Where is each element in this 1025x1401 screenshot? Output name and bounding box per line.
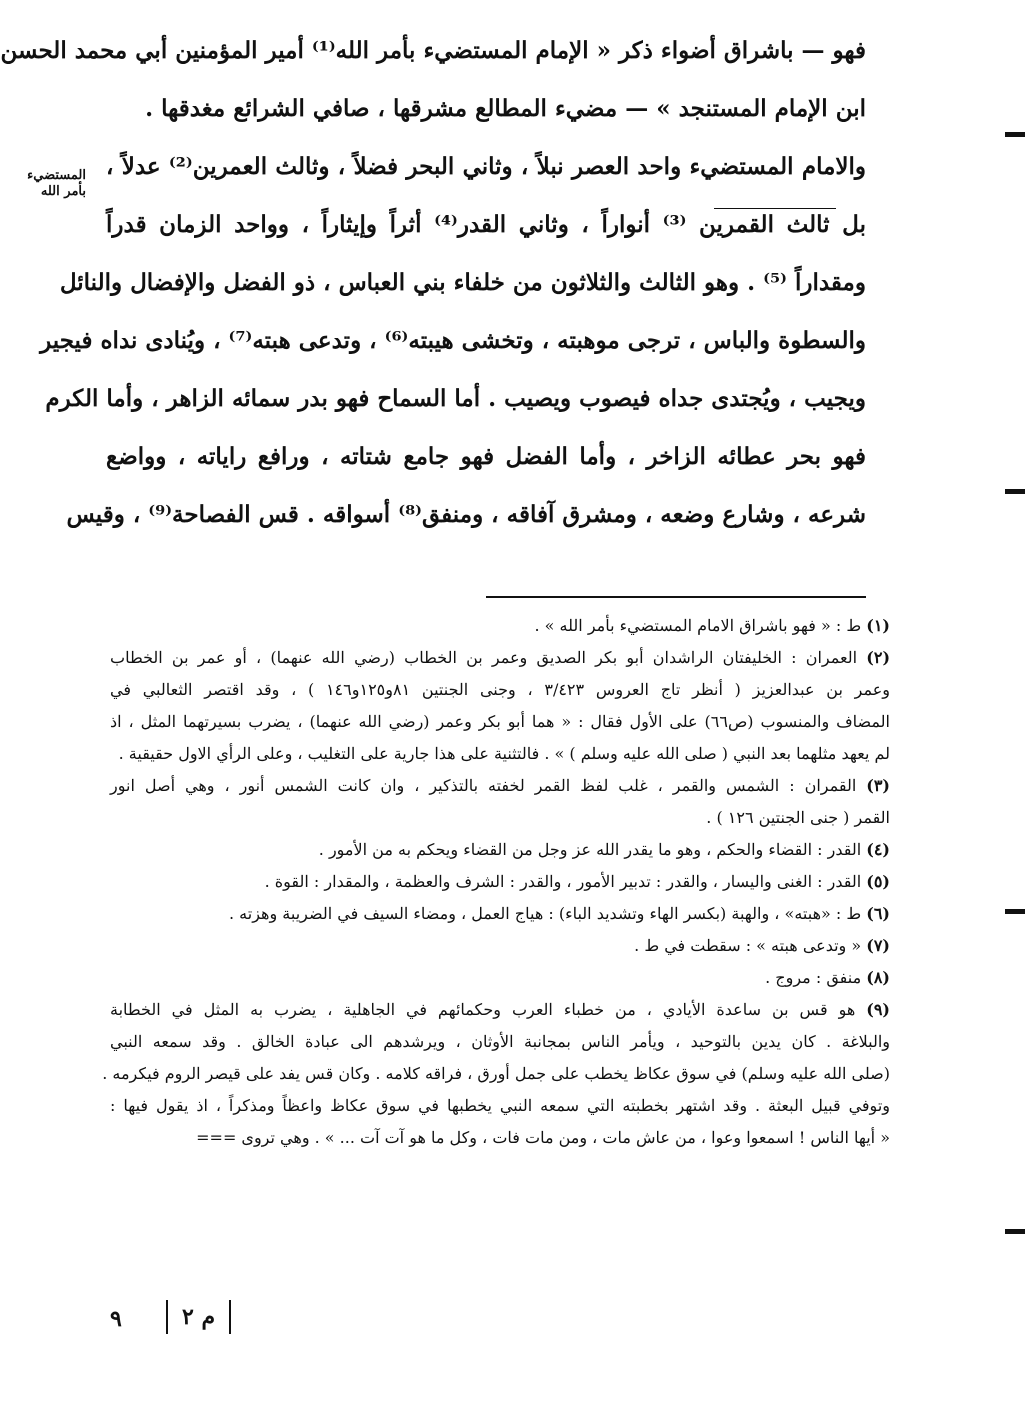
footnote-number: (١)	[866, 616, 890, 635]
footnote-6	[110, 898, 890, 930]
edge-mark	[1005, 132, 1025, 137]
footnote-1	[110, 610, 890, 642]
body-line: ويجيب ، ويُجتدى جداه فيصوب ويصيب . أما السماح فهو بدر سمائه الزاهر ، وأما الكرم	[45, 385, 866, 412]
footnote-line: لم يعهد مثلهما بعد النبي ( صلى الله عليه وسلم ) » . فالتثنية على هذا جارية على التغليب ، وعلى الرأي الاول حقيقية .	[118, 744, 890, 763]
page-number: ٩	[110, 1306, 122, 1332]
margin-note	[26, 168, 86, 200]
body-line: فهو — باشراق أضواء ذكر « الإمام المستضيء بأمر الله⁽¹⁾ أمير المؤمنين أبي محمد الحسن	[0, 37, 866, 64]
edge-mark	[1005, 489, 1025, 494]
margin-note-line-1: المستضيء	[27, 168, 86, 183]
footnote-line: (٦) ط : «هبته» ، والهبة (بكسر الهاء وتشديد الباء) : هياج العمل ، ومضاء السيف في الضريبة وهزته .	[229, 904, 890, 923]
footnote-4	[110, 834, 890, 866]
footnote-line: (٨) منفق : مروج .	[765, 968, 890, 987]
footnote-line: وعمر بن عبدالعزيز ( أنظر تاج العروس ٣/٤٢٣ ، وجنى الجنتين ٨١و١٢٥و١٤٦ ) ، وقد اقتصر الثعالبي في	[110, 680, 890, 699]
footnote-line: (٢) العمران : الخليفتان الراشدان أبو بكر الصديق وعمر بن الخطاب (رضي الله عنهما) ، أو عمر بن الخطاب	[110, 648, 891, 667]
edge-mark	[1005, 909, 1025, 914]
footnote-line: المضاف والمنسوب (ص٦٦) على الأول فقال : « هما أبو بكر وعمر (رضي الله عنهما) ، يضرب بسيرتهما المثل ، اذ	[110, 712, 891, 731]
footnote-8	[110, 962, 890, 994]
footnote-line: « أيها الناس ! اسمعوا وعوا ، من عاش مات ، ومن مات فات ، وكل ما هو آت آت ... » . وهي تروى ===	[196, 1128, 890, 1147]
footnote-5	[110, 866, 890, 898]
body-line: والسطوة والباس ، ترجى موهبته ، وتخشى هيبته⁽⁶⁾ ، وتدعى هبته⁽⁷⁾ ، ويُنادى نداه فيجير	[40, 327, 866, 354]
footnote-line: (٤) القدر : القضاء والحكم ، وهو ما يقدر الله عز وجل من القضاء ويحكم به من الأمور .	[318, 840, 890, 859]
footnote-line: (٩) هو قس بن ساعدة الأيادي ، من خطباء العرب وحكمائهم في الجاهلية ، يضرب به المثل في الخطابة	[110, 1000, 890, 1019]
body-line: ابن الإمام المستنجد » — مضيء المطالع مشرقها ، صافي الشرائع مغدقها .	[145, 95, 866, 122]
footnote-3	[110, 770, 890, 834]
footnote-separator	[486, 596, 866, 598]
footnote-line: (٣) القمران : الشمس والقمر ، غلب لفظ القمر لخفته بالتذكير ، وان كانت الشمس أنور ، وهي أصل انور	[110, 776, 890, 795]
footnote-number: (٢)	[866, 648, 891, 667]
footnote-number: (٦)	[866, 904, 890, 923]
footnote-line: (٧) « وتدعى هبته » : سقطت في ط .	[634, 936, 890, 955]
footnote-7	[110, 930, 890, 962]
footnotes	[102, 610, 891, 1154]
main-text	[0, 36, 867, 558]
footnote-line: والبلاغة . كان يدين بالتوحيد ، ويأمر الناس بمجانبة الأوثان ، ويرشدهم الى عبادة الخالق . وقد سمعه النبي	[110, 1032, 890, 1051]
body-line: والامام المستضيء واحد العصر نبلاً ، وثاني البحر فضلاً ، وثالث العمرين⁽²⁾ عدلاً ،	[106, 153, 867, 180]
footnote-number: (٥)	[866, 872, 890, 891]
footnote-2	[110, 642, 890, 770]
footnote-number: (٤)	[866, 840, 890, 859]
body-line: فهو بحر عطائه الزاخر ، وأما الفضل فهو جامع شتاته ، ورافع راياته ، وواضع	[106, 443, 866, 470]
footnote-number: (٨)	[866, 968, 890, 987]
signature-mark: م ٢	[166, 1300, 231, 1334]
footnote-number: (٩)	[866, 1000, 890, 1019]
body-line: ومقداراً ⁽⁵⁾ . وهو الثالث والثلاثون من خلفاء بني العباس ، ذو الفضل والإفضال والنائل	[59, 269, 866, 296]
footnote-line: (٥) القدر : الغنى واليسار ، والقدر : تدبير الأمور ، والقدر : الشرف والعظمة ، والمقدار : القوة .	[264, 872, 890, 891]
footnote-number: (٣)	[866, 776, 890, 795]
footnote-line: (١) ط : « فهو باشراق الامام المستضيء بأمر الله » .	[534, 616, 890, 635]
footnote-line: القمر ( جنى الجنتين ١٢٦ ) .	[706, 808, 890, 827]
footnote-line: (صلى الله عليه وسلم) في سوق عكاظ يخطب على جمل أورق ، فراقه كلامه . وكان قس يفد على قيصر الروم فيكرمه .	[102, 1064, 890, 1083]
body-line: بل ثالث القمرين ⁽³⁾ أنواراً ، وثاني القدر⁽⁴⁾ أثراً وإيثاراً ، وواحد الزمان قدراً	[106, 211, 867, 238]
margin-note-line-2: بأمر الله	[40, 184, 86, 199]
footnote-9	[102, 994, 890, 1154]
body-line: شرعه ، وشارع وضعه ، ومشرق آفاقه ، ومنفق⁽⁸⁾ أسواقه . قس الفصاحة⁽⁹⁾ ، وقيس	[66, 501, 866, 528]
footnote-line: وتوفي قبيل البعثة . وقد اشتهر بخطبته التي سمعه النبي يخطبها في سوق عكاظ واعظاً ومذكراً ، اذ يقول فيها :	[110, 1096, 890, 1115]
page-footer	[110, 1300, 310, 1340]
name-underline	[714, 208, 836, 209]
footnote-number: (٧)	[866, 936, 890, 955]
edge-mark	[1005, 1229, 1025, 1234]
